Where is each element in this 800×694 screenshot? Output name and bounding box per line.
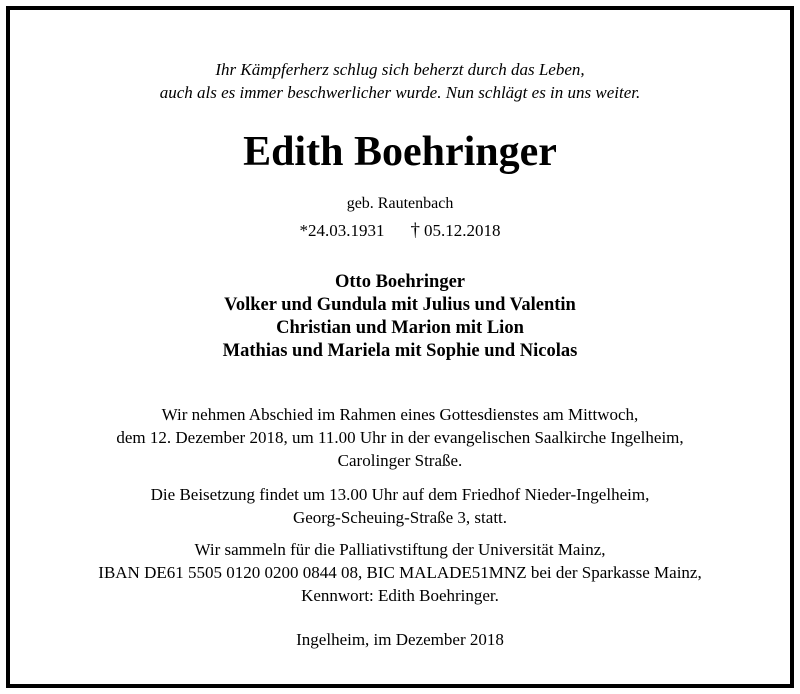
family-line-1: Otto Boehringer	[335, 272, 465, 292]
donation-line-3: Kennwort: Edith Boehringer.	[301, 586, 499, 605]
family-line-2: Volker und Gundula mit Julius und Valentin	[224, 295, 576, 315]
burial-line-1: Die Beisetzung findet um 13.00 Uhr auf dem Friedhof Nieder-Ingelheim,	[150, 485, 650, 504]
death-date: 05.12.2018	[424, 221, 501, 240]
service-line-3: Carolinger Straße.	[337, 451, 463, 470]
donation-line-1: Wir sammeln für die Palliativstiftung der Universität Mainz,	[194, 540, 606, 559]
family-line-3: Christian und Marion mit Lion	[276, 318, 524, 338]
family-line-4: Mathias und Mariela mit Sophie und Nicolas	[222, 341, 578, 361]
burial-line-2: Georg-Scheuing-Straße 3, statt.	[292, 508, 508, 527]
maiden-name: geb. Rautenbach	[346, 195, 454, 212]
donation-line-2: IBAN DE61 5505 0120 0200 0844 08, BIC MALADE51MNZ bei der Sparkasse Mainz,	[98, 563, 702, 582]
cross-icon: †	[410, 220, 420, 241]
deceased-name: Edith Boehringer	[243, 129, 557, 175]
quote-line-2: auch als es immer beschwerlicher wurde. Nun schlägt es in uns weiter.	[159, 83, 641, 102]
obituary-notice	[6, 6, 794, 688]
service-line-2: dem 12. Dezember 2018, um 11.00 Uhr in der evangelischen Saalkirche Ingelheim,	[116, 428, 684, 447]
service-line-1: Wir nehmen Abschied im Rahmen eines Gottesdienstes am Mittwoch,	[161, 405, 639, 424]
quote-line-1: Ihr Kämpferherz schlug sich beherzt durch das Leben,	[215, 60, 585, 79]
birth-date: *24.03.1931	[299, 221, 385, 240]
closing-place-date: Ingelheim, im Dezember 2018	[296, 630, 504, 649]
life-dates	[10, 220, 790, 242]
